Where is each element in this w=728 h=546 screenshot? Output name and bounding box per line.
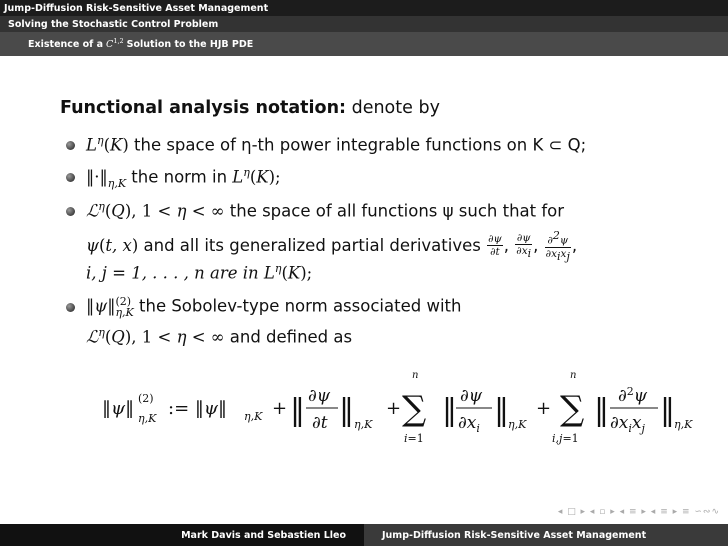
svg-text:η,K: η,K — [674, 418, 693, 431]
sobolev-norm-formula — [102, 372, 702, 452]
bullet-icon — [66, 173, 75, 182]
bullet-sobolev-norm-text2: and defined as — [224, 327, 353, 347]
bullet-sobolev-norm-text1: the Sobolev-type norm associated with — [133, 296, 462, 316]
svg-text:∂ψ: ∂ψ — [460, 386, 483, 406]
intro-line — [60, 98, 440, 118]
bullet-sobolev-text3: i, j = 1, . . . , n are in — [86, 263, 259, 283]
svg-text:η,K: η,K — [138, 412, 157, 425]
svg-text:‖: ‖ — [594, 393, 609, 428]
bullet-lp-space: $L^\eta(K)$ the space of η-th power integrable functions on K ⊂ Q; — [86, 134, 586, 155]
svg-text:∂ψ: ∂ψ — [308, 386, 331, 406]
svg-text:η,K: η,K — [508, 418, 527, 431]
svg-text:∂xixj: $\partial x_ix_j$ — [610, 413, 645, 435]
svg-text:‖: ‖ — [339, 393, 354, 428]
footer — [0, 524, 728, 546]
svg-text:∂xi: $\partial x_i$ — [458, 413, 480, 435]
svg-text:∑: ∑ — [560, 389, 585, 429]
svg-text:η,K: η,K — [244, 410, 263, 423]
svg-text:+: + — [272, 398, 288, 419]
subsection-title — [0, 32, 728, 56]
bullet-sobolev-text1: the space of all functions ψ such that for — [224, 201, 565, 221]
bullet-sobolev-space-line2: ψ(t, x) and all its generalized partial derivatives $\frac{\partial\psi}{\partial t}$ , $\frac{\partial\psi}{\partial x_i}$ , $\frac{\partial^2\psi}{\partial x_ix_j}$ , — [86, 229, 578, 263]
svg-text:η,K: η,K — [354, 418, 373, 431]
intro-rest: denote by — [346, 98, 440, 118]
svg-text:(2): (2) — [138, 392, 154, 405]
slide-content — [0, 56, 728, 524]
svg-text:∂t: ∂t — [312, 413, 328, 433]
subsection-post: Solution to the HJB PDE — [126, 38, 254, 50]
svg-text:‖ψ‖: ‖ψ‖ — [102, 398, 135, 419]
subsection-pre: Existence of a — [28, 38, 104, 50]
svg-text:∑: ∑ — [402, 389, 427, 429]
svg-text:‖: ‖ — [660, 393, 675, 428]
svg-text:‖: ‖ — [494, 393, 509, 428]
svg-text::= ‖ψ‖: := ‖ψ‖ — [168, 398, 227, 419]
bullet-norm: $‖\cdot‖_{\eta,K}$ the norm in $L^\eta(K)$; — [86, 166, 281, 190]
bullet-sobolev-norm-line2: ℒ$^\eta$(Q), 1 < η < ∞ and defined as — [86, 326, 353, 348]
bullet-sobolev-text2: and all its generalized partial derivatives — [138, 235, 481, 255]
svg-text:i=1: i=1 — [404, 432, 424, 445]
svg-text:‖: ‖ — [290, 393, 305, 428]
intro-bold: Functional analysis notation: — [60, 98, 347, 118]
footer-title: Jump-Diffusion Risk-Sensitive Asset Management — [364, 524, 728, 546]
bullet-icon — [66, 141, 75, 150]
svg-text:‖: ‖ — [442, 393, 457, 428]
svg-text:n: n — [570, 372, 577, 381]
svg-text:n: n — [412, 372, 419, 381]
bullet-norm-text: the norm in — [126, 167, 228, 187]
footer-authors: Mark Davis and Sebastien Lleo — [0, 524, 364, 546]
svg-text:+: + — [536, 398, 552, 419]
svg-text:i,j=1: i,j=1 — [552, 432, 579, 445]
bullet-icon — [66, 207, 75, 216]
beamer-navigation-icons[interactable]: ◂ □ ▸ ◂ ▫ ▸ ◂ ≡ ▸ ◂ ≡ ▸ ≡ ∽∾∿ — [557, 507, 720, 517]
svg-text:+: + — [386, 398, 402, 419]
svg-text:∂2ψ: ∂$^2$ψ — [618, 385, 648, 406]
bullet-sobolev-space-line3: i, j = 1, . . . , n are in $L^\eta(K)$; — [86, 262, 313, 283]
bullet-sobolev-norm-line1: ‖ψ‖ (2) η,K the Sobolev-type norm associated with — [86, 296, 461, 318]
bullet-lp-text: the space of η-th power integrable functions on K ⊂ Q; — [128, 135, 587, 155]
bullet-icon — [66, 303, 75, 312]
presentation-title: Jump-Diffusion Risk-Sensitive Asset Management — [0, 0, 728, 16]
section-title: Solving the Stochastic Control Problem — [0, 16, 728, 32]
subsection-math: C$^{1,2}$ — [106, 37, 124, 51]
bullet-sobolev-space-line1: ℒ$^\eta$(Q), 1 < η < ∞ the space of all functions ψ such that for — [86, 200, 564, 222]
